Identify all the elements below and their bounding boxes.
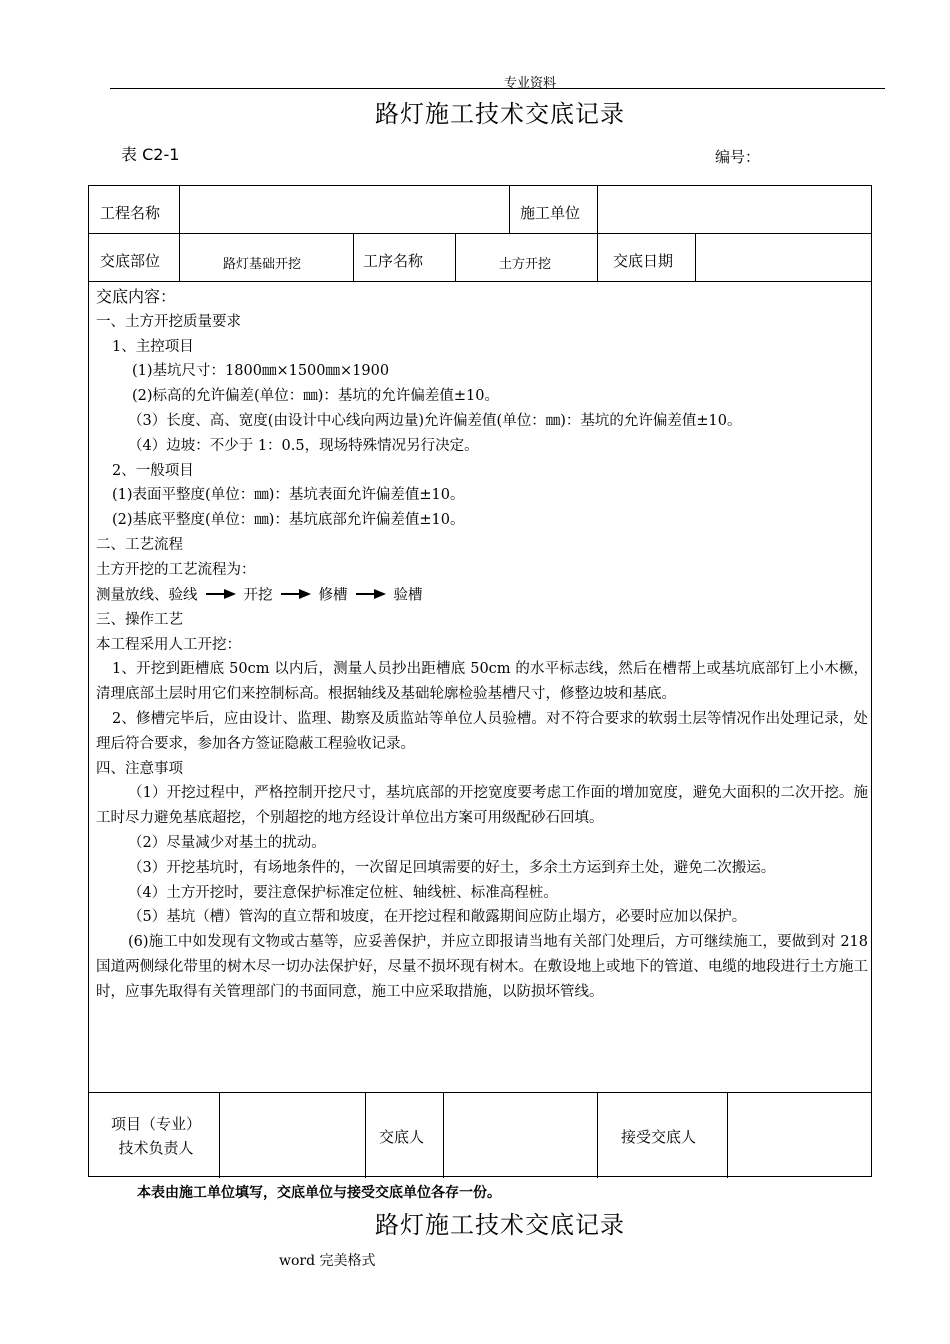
paragraph: 土方开挖的工艺流程为： <box>96 561 256 578</box>
list-item: (2)基底平整度(单位：㎜)：基坑底部允许偏差值±10。 <box>112 512 465 529</box>
flow-step: 测量放线、验线 <box>96 586 198 603</box>
paragraph: （1）开挖过程中，严格控制开挖尺寸，基坑底部的开挖宽度要考虑工作面的增加宽度，避免大面积的二次开挖。施工时尽力避免基底超挖，个别超挖的地方经设计单位出方案可用级配砂石回填。 <box>96 785 868 827</box>
page-footer-text: word 完美格式 <box>279 1253 376 1269</box>
list-item: (2)标高的允许偏差(单位：㎜)：基坑的允许偏差值±10。 <box>132 388 499 405</box>
paragraph: 2、修槽完毕后，应由设计、监理、勘察及质监站等单位人员验槽。对不符合要求的软弱土层等情况作出处理记录，处理后符合要求，参加各方签证隐蔽工程验收记录。 <box>96 710 868 752</box>
disclosure-part-label: 交底部位 <box>100 252 161 270</box>
project-name-label: 工程名称 <box>100 204 161 222</box>
form-code: 表 C2-1 <box>121 145 180 164</box>
arrow-right-icon <box>281 583 311 608</box>
construction-unit-label: 施工单位 <box>520 204 581 222</box>
next-page-title: 路灯施工技术交底记录 <box>375 1211 625 1239</box>
column-divider <box>509 186 510 233</box>
process-name-value: 土方开挖 <box>499 257 552 272</box>
column-divider <box>365 1092 366 1178</box>
process-flow <box>96 583 868 608</box>
list-item: (1)表面平整度(单位：㎜)：基坑表面允许偏差值±10。 <box>112 487 465 504</box>
paragraph: （3）开挖基坑时，有场地条件的，一次留足回填需要的好土，多余土方运到弃土处，避免二次搬运。 <box>128 859 776 876</box>
disclosure-date-label: 交底日期 <box>613 252 674 270</box>
section-heading: 三、操作工艺 <box>96 611 183 628</box>
paragraph: （4）土方开挖时，要注意保护标准定位桩、轴线桩、标准高程桩。 <box>128 884 558 901</box>
row-divider <box>89 281 871 282</box>
section-heading: 一、土方开挖质量要求 <box>96 313 241 330</box>
section-heading: 四、注意事项 <box>96 760 183 777</box>
column-divider <box>443 1092 444 1178</box>
tech-lead-label <box>111 1112 201 1160</box>
subsection-heading: 2、一般项目 <box>112 462 194 479</box>
form-note: 本表由施工单位填写，交底单位与接受交底单位各存一份。 <box>137 1185 501 1201</box>
tech-lead-label-line2: 技术负责人 <box>118 1139 194 1157</box>
header-rule <box>110 88 885 89</box>
arrow-right-icon <box>356 583 386 608</box>
column-divider <box>727 1092 728 1178</box>
column-divider <box>597 186 598 281</box>
column-divider <box>455 233 456 281</box>
column-divider <box>179 186 180 281</box>
list-item: （3）长度、高、宽度(由设计中心线向两边量)允许偏差值(单位：㎜)：基坑的允许偏差值±10。 <box>128 412 742 429</box>
disclosure-part-value: 路灯基础开挖 <box>223 257 302 272</box>
arrow-right-icon <box>206 583 236 608</box>
paragraph: （5）基坑（槽）管沟的直立帮和坡度，在开挖过程和敞露期间应防止塌方，必要时应加以保护。 <box>128 909 747 926</box>
subsection-heading: 1、主控项目 <box>112 338 194 355</box>
list-item: （4）边坡：不少于 1：0.5，现场特殊情况另行决定。 <box>128 437 479 454</box>
serial-number-label: 编号： <box>715 148 761 166</box>
process-name-label: 工序名称 <box>363 252 424 270</box>
list-item: (1)基坑尺寸：1800㎜×1500㎜×1900 <box>132 363 390 380</box>
row-divider <box>89 1092 871 1093</box>
content-heading: 交底内容： <box>96 287 177 306</box>
flow-step: 开挖 <box>243 586 273 603</box>
paragraph: 本工程采用人工开挖： <box>96 636 241 653</box>
tech-lead-label-line1: 项目（专业） <box>111 1115 202 1133</box>
column-divider <box>695 233 696 281</box>
column-divider <box>353 233 354 281</box>
paragraph: (6)施工中如发现有文物或古墓等，应妥善保护，并应立即报请当地有关部门处理后，方可继续施工，要做到对 218 国道两侧绿化带里的树木尽一切办法保护好，尽量不损坏现有树木。在敷设地上或地下的管道、电缆的地段进行土方施工时，应事先取得有关管理部门的书面同意，施工中应采取措施，以防损坏管线。 <box>96 934 868 1000</box>
document-title: 路灯施工技术交底记录 <box>375 100 625 128</box>
disclosure-content <box>96 285 868 1005</box>
page-header-text: 专业资料 <box>503 76 556 91</box>
paragraph: 1、开挖到距槽底 50cm 以内后，测量人员抄出距槽底 50cm 的水平标志线，然后在槽帮上或基坑底部钉上小木橛，清理底部土层时用它们来控制标高。根据轴线及基础轮廓检验基槽尺寸，修整边坡和基底。 <box>96 661 868 703</box>
column-divider <box>219 1092 220 1178</box>
flow-step: 验槽 <box>393 586 423 603</box>
flow-step: 修槽 <box>318 586 348 603</box>
paragraph: （2）尽量减少对基土的扰动。 <box>128 834 326 851</box>
section-heading: 二、工艺流程 <box>96 536 183 553</box>
discloser-label: 交底人 <box>379 1128 425 1146</box>
column-divider <box>597 1092 598 1178</box>
receiver-label: 接受交底人 <box>621 1128 697 1146</box>
row-divider <box>89 233 871 234</box>
